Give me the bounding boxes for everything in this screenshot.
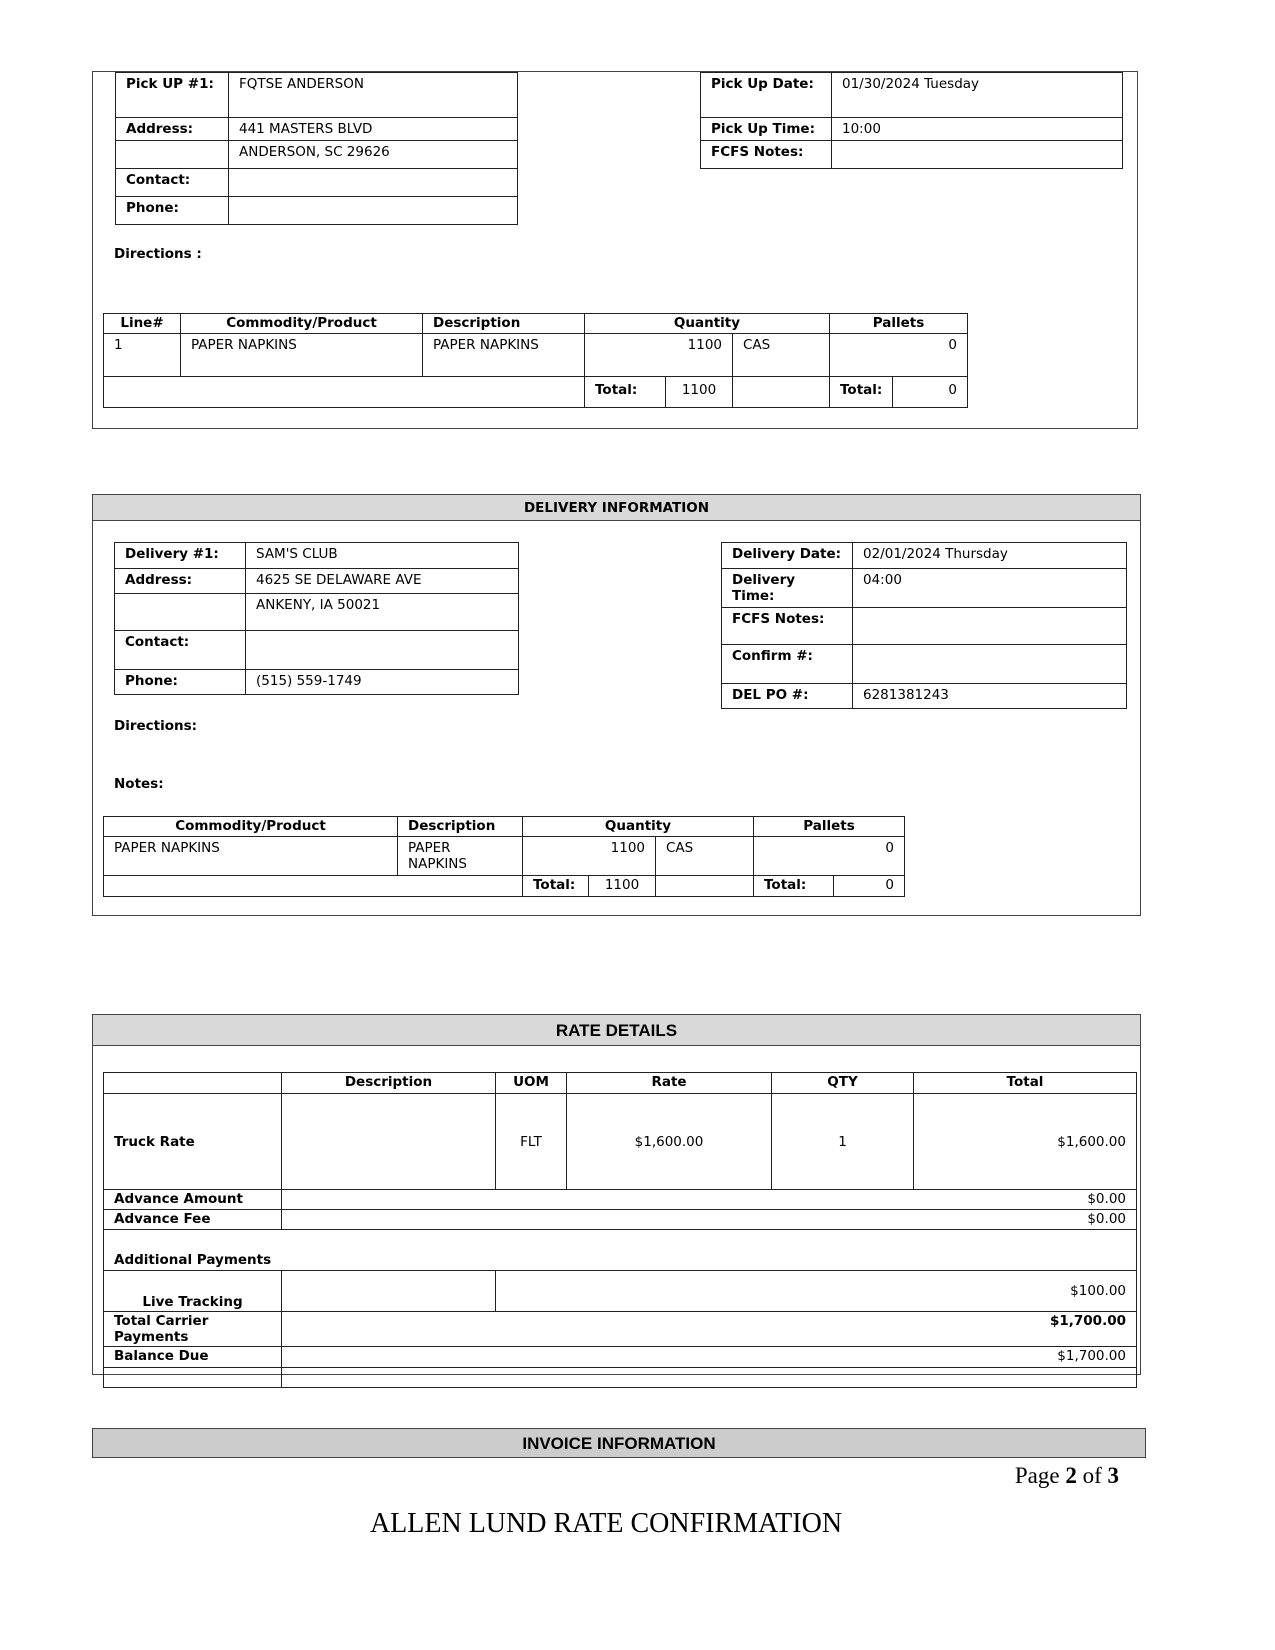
page-current: 2 bbox=[1065, 1463, 1077, 1488]
delivery-header: DELIVERY INFORMATION bbox=[92, 494, 1141, 521]
truck-rate-qty: 1 bbox=[772, 1094, 914, 1190]
delivery-confirm-label: Confirm #: bbox=[722, 645, 853, 684]
pickup-total-qty: 1100 bbox=[666, 377, 733, 408]
pickup-schedule-table bbox=[700, 72, 1123, 169]
pickup-total-pallets-label: Total: bbox=[830, 377, 893, 408]
pickup-item-description: PAPER NAPKINS bbox=[423, 334, 585, 377]
pickup-item-qty: 1100 bbox=[585, 334, 733, 377]
additional-payments-label: Additional Payments bbox=[104, 1230, 1137, 1271]
rate-col-description: Description bbox=[282, 1073, 496, 1094]
advance-amount-label: Advance Amount bbox=[104, 1190, 282, 1210]
delivery-col-commodity: Commodity/Product bbox=[104, 817, 398, 837]
pickup-contact-label: Contact: bbox=[116, 169, 229, 197]
delivery-confirm bbox=[853, 645, 1127, 684]
page-of: of bbox=[1076, 1463, 1108, 1488]
pickup-item-pallets: 0 bbox=[830, 334, 968, 377]
pickup-date-label: Pick Up Date: bbox=[701, 73, 832, 118]
delivery-item-pallets: 0 bbox=[754, 837, 905, 876]
delivery-info-table bbox=[114, 542, 519, 695]
delivery-time: 04:00 bbox=[853, 569, 1127, 608]
pickup-fcfs bbox=[832, 141, 1123, 169]
pickup-date: 01/30/2024 Tuesday bbox=[832, 73, 1123, 118]
delivery-time-label: Delivery Time: bbox=[722, 569, 853, 608]
pickup-time: 10:00 bbox=[832, 118, 1123, 141]
table-row bbox=[104, 1094, 1137, 1190]
page-prefix: Page bbox=[1014, 1463, 1066, 1488]
pickup-address2: ANDERSON, SC 29626 bbox=[229, 141, 518, 169]
advance-fee-label: Advance Fee bbox=[104, 1210, 282, 1230]
delivery-address1: 4625 SE DELAWARE AVE bbox=[246, 569, 519, 594]
pickup-directions-label: Directions : bbox=[114, 246, 202, 262]
pickup-item-commodity: PAPER NAPKINS bbox=[181, 334, 423, 377]
delivery-phone-label: Phone: bbox=[115, 670, 246, 695]
delivery-phone: (515) 559-1749 bbox=[246, 670, 519, 695]
delivery-col-description: Description bbox=[398, 817, 523, 837]
delivery-contact bbox=[246, 631, 519, 670]
delivery-total-qty: 1100 bbox=[589, 876, 656, 897]
truck-rate-label: Truck Rate bbox=[104, 1094, 282, 1190]
pickup-phone-label: Phone: bbox=[116, 197, 229, 225]
delivery-address2: ANKENY, IA 50021 bbox=[246, 594, 519, 631]
delivery-date: 02/01/2024 Thursday bbox=[853, 543, 1127, 569]
balance-due-label: Balance Due bbox=[104, 1347, 282, 1368]
delivery-total-pallets: 0 bbox=[834, 876, 905, 897]
advance-fee-value: $0.00 bbox=[282, 1210, 1137, 1230]
rate-header: RATE DETAILS bbox=[92, 1014, 1141, 1046]
table-row bbox=[104, 334, 968, 377]
pickup-total-pallets: 0 bbox=[893, 377, 968, 408]
pickup-col-description: Description bbox=[423, 314, 585, 334]
pickup-col-pallets: Pallets bbox=[830, 314, 968, 334]
pickup-address1: 441 MASTERS BLVD bbox=[229, 118, 518, 141]
pickup-contact bbox=[229, 169, 518, 197]
pickup-address-label: Address: bbox=[116, 118, 229, 141]
pickup-col-commodity: Commodity/Product bbox=[181, 314, 423, 334]
balance-due-value: $1,700.00 bbox=[282, 1347, 1137, 1368]
advance-amount-value: $0.00 bbox=[282, 1190, 1137, 1210]
pickup-col-quantity: Quantity bbox=[585, 314, 830, 334]
pickup-fcfs-label: FCFS Notes: bbox=[701, 141, 832, 169]
truck-rate-uom: FLT bbox=[496, 1094, 567, 1190]
delivery-items-table bbox=[103, 816, 905, 897]
pickup-items-table bbox=[103, 313, 968, 408]
delivery-delpo-label: DEL PO #: bbox=[722, 684, 853, 709]
delivery-total-label: Total: bbox=[523, 876, 589, 897]
pickup-phone bbox=[229, 197, 518, 225]
delivery-name: SAM'S CLUB bbox=[246, 543, 519, 569]
delivery-contact-label: Contact: bbox=[115, 631, 246, 670]
truck-rate-rate: $1,600.00 bbox=[567, 1094, 772, 1190]
truck-rate-total: $1,600.00 bbox=[914, 1094, 1137, 1190]
rate-col-total: Total bbox=[914, 1073, 1137, 1094]
delivery-fcfs-label: FCFS Notes: bbox=[722, 608, 853, 645]
delivery-schedule-table bbox=[721, 542, 1127, 709]
delivery-notes-label: Notes: bbox=[114, 776, 164, 792]
total-carrier-value: $1,700.00 bbox=[282, 1312, 1137, 1347]
delivery-item-commodity: PAPER NAPKINS bbox=[104, 837, 398, 876]
delivery-item-uom: CAS bbox=[656, 837, 754, 876]
delivery-fcfs bbox=[853, 608, 1127, 645]
pickup-info-table bbox=[115, 72, 518, 225]
delivery-total-pallets-label: Total: bbox=[754, 876, 834, 897]
delivery-directions-label: Directions: bbox=[114, 718, 198, 734]
invoice-header: INVOICE INFORMATION bbox=[92, 1428, 1146, 1458]
delivery-num-label: Delivery #1: bbox=[115, 543, 246, 569]
delivery-item-qty: 1100 bbox=[523, 837, 656, 876]
rate-table bbox=[103, 1072, 1137, 1388]
delivery-address-label: Address: bbox=[115, 569, 246, 594]
table-row bbox=[104, 837, 905, 876]
page-number bbox=[1015, 1463, 1119, 1489]
pickup-time-label: Pick Up Time: bbox=[701, 118, 832, 141]
delivery-col-quantity: Quantity bbox=[523, 817, 754, 837]
delivery-col-pallets: Pallets bbox=[754, 817, 905, 837]
pickup-item-uom: CAS bbox=[733, 334, 830, 377]
live-tracking-value: $100.00 bbox=[496, 1271, 1137, 1312]
page-total: 3 bbox=[1107, 1463, 1119, 1488]
pickup-col-line: Line# bbox=[104, 314, 181, 334]
rate-col-uom: UOM bbox=[496, 1073, 567, 1094]
rate-col-qty: QTY bbox=[772, 1073, 914, 1094]
pickup-num-label: Pick UP #1: bbox=[116, 73, 229, 118]
live-tracking-label: Live Tracking bbox=[104, 1271, 282, 1312]
delivery-delpo: 6281381243 bbox=[853, 684, 1127, 709]
pickup-total-label: Total: bbox=[585, 377, 666, 408]
pickup-item-line: 1 bbox=[104, 334, 181, 377]
delivery-item-description: PAPER NAPKINS bbox=[398, 837, 523, 876]
total-carrier-label: Total Carrier Payments bbox=[104, 1312, 282, 1347]
pickup-name: FQTSE ANDERSON bbox=[229, 73, 518, 118]
document-title: ALLEN LUND RATE CONFIRMATION bbox=[369, 1508, 843, 1539]
truck-rate-description bbox=[282, 1094, 496, 1190]
rate-col-rate: Rate bbox=[567, 1073, 772, 1094]
delivery-date-label: Delivery Date: bbox=[722, 543, 853, 569]
